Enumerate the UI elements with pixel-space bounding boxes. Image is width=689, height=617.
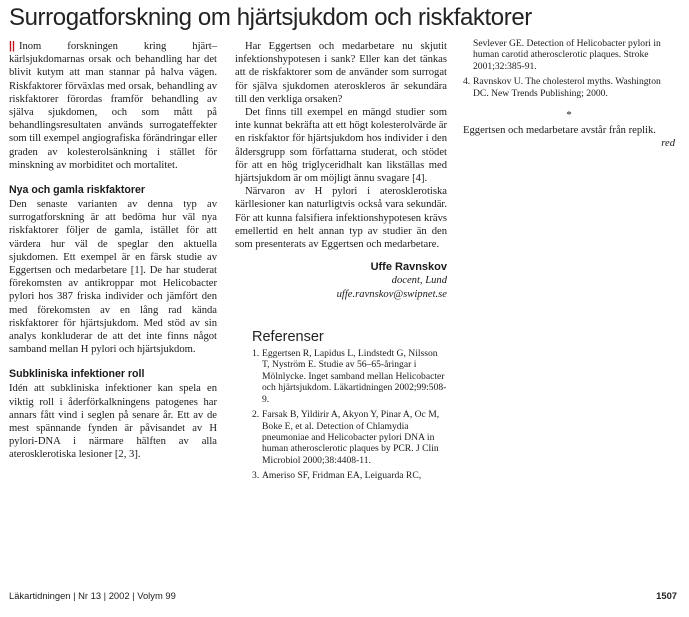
paragraph: Idén att subkliniska infektioner kan spela en viktig roll i åderförkalkningens patogenes har annars fått vind i seglen på senare år. Ett av de mest spännande fynden är påvisandet av H pylori-DNA i närmare hälften av alla aterosklerotiska lesioner [2, 3].	[9, 383, 217, 461]
column-3	[463, 38, 675, 151]
signature	[235, 261, 447, 301]
subheading-infections: Subkliniska infektioner roll	[9, 368, 145, 381]
reference-item: 4. Ravnskov U. The cholesterol myths. Washington DC. New Trends Publishing; 2000.	[463, 76, 661, 99]
paragraph: Den senaste varianten av denna typ av surrogatforskning är att bedöma hur väl nya riskfaktorer följer de gamla, istället för att värdera hur väl de speglar den aktuella sjukdomen. Ett exempel är en färsk studie av Eggertsen och medarbetare [1]. De har studerat förekomsten av antikroppar mot Helicobacter pylori hos 387 friska individer och jämfört den med förekomsten av en lång rad kända riskfaktorer för hjärtsjukdom. Med stöd av sin analys konkluderar de att det inte finns något samband mellan H pylori och hjärtsjukdom.	[9, 199, 217, 356]
reference-item: Sevlever GE. Detection of Helicobacter pylori in human carotid atherosclerotic plaques. Stroke 2001;32:385-91.	[473, 38, 661, 72]
paragraph: Har Eggertsen och medarbetare nu skjutit infektionshypotesen i sank? Eller kan det tänkas att de riskfaktorer som de använder som surrogat för själva sjukdomen ateroskleros är sekundära till den verkliga orsaken?	[235, 41, 447, 105]
reply-note: Eggertsen och medarbetare avstår från replik.	[463, 125, 656, 137]
journal-info: Läkartidningen | Nr 13 | 2002 | Volym 99	[9, 590, 176, 601]
references-heading: Referenser	[252, 328, 324, 345]
article-title: Surrogatforskning om hjärtsjukdom och riskfaktorer	[9, 4, 532, 31]
separator-star: *	[566, 109, 572, 122]
author-email[interactable]: uffe.ravnskov@swipnet.se	[336, 288, 447, 300]
author-name: Uffe Ravnskov	[370, 261, 447, 274]
paragraph: Det finns till exempel en mängd studier som inte kunnat bekräfta att ett högt kolesterolvärde är en riskfaktor för hjärtsjukdom hos individer i den åldersgrupp som författarna studerat, och stödet för att en hög triglyceridhalt kan likställas med hjärtsjukdom är om möjligt ännu svagare [4].	[235, 107, 447, 185]
page-number: 1507	[656, 590, 677, 601]
intro-paragraph: || Inom forskningen kring hjärt–kärlsjukdomarnas orsak och behandling har det blivit kutym att man stannar på halva vägen. Riskfaktorer förväxlas med orsak, behandling av riskfaktorer förordas framför behandling av själva sjukdomen, och som mått på behandlingsresultaten används surrogateffekter som till exempel angiografiska förändringar eller graden av kolesterolsänkning i stället för minskning av morbiditet och mortalitet.	[9, 40, 217, 171]
reference-item: 2. Farsak B, Yildirir A, Akyon Y, Pinar A, Oc M, Boke E, et al. Detection of Chlamydia pneumoniae and Helicobacter pylori DNA in human atherosclerotic plaques by PCR. J Clin Microbiol 2000;38:4408-11.	[252, 409, 440, 466]
editor-signature: red	[661, 138, 675, 150]
reference-item: 1. Eggertsen R, Lapidus L, Lindstedt G, Nilsson T, Nyström E. Studie av 56–65-åringar i Mölnlycke. Inget samband mellan Helicobacter och hjärtsjukdom. Läkartidningen 2002;99:508-9.	[252, 348, 447, 405]
column-1	[9, 40, 217, 462]
paragraph: Närvaron av H pylori i aterosklerotiska kärllesioner kan naturligtvis också vara sekundär. För att kunna falsifiera infektionshypotesen krävs emellertid en helt annan typ av studier än den som presenterats av Eggertsen och medarbetare.	[235, 186, 447, 251]
column-2	[235, 40, 447, 486]
section-marker-icon: ||	[9, 40, 15, 52]
page-footer	[9, 590, 677, 604]
subheading-risk-factors: Nya och gamla riskfaktorer	[9, 184, 146, 197]
reference-list	[235, 348, 447, 481]
reference-item: 3. Ameriso SF, Fridman EA, Leiguarda RC,	[252, 470, 422, 482]
author-role: docent, Lund	[391, 275, 447, 287]
reference-list-continued	[463, 38, 675, 99]
